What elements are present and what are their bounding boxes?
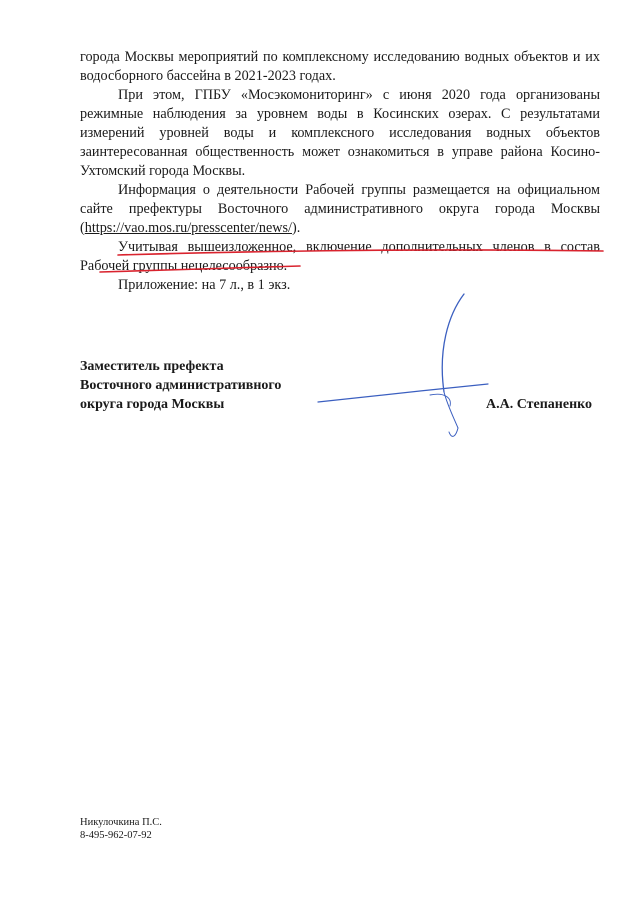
handwritten-signature <box>318 294 488 436</box>
signer-title-line: Восточного административного <box>80 378 282 393</box>
paragraph-monitoring: При этом, ГПБУ «Мосэкомониторинг» с июня 2020 года организованы режимные наблюдения за уровнем воды в Косинских озерах. С результатами измерений уровней воды и комплексного исследования водных объектов заинтересованная общественность может ознакомиться в управе района Косино-Ухтомский города Москвы. <box>80 87 600 179</box>
executor-name: Никулочкина П.С. <box>80 817 162 828</box>
paragraph-conclusion: Учитывая вышеизложенное, включение дополнительных членов в состав Рабочей группы нецелесообразно. <box>80 239 600 274</box>
executor-info <box>80 816 162 842</box>
paragraph-continuation: города Москвы мероприятий по комплексному исследованию водных объектов и их водосборного бассейна в 2021-2023 годах. <box>80 49 600 84</box>
executor-phone: 8-495-962-07-92 <box>80 830 152 841</box>
prefecture-news-link[interactable]: https://vao.mos.ru/presscenter/news/ <box>84 220 292 236</box>
appendix-line: Приложение: на 7 л., в 1 экз. <box>118 277 291 293</box>
signer-title-line: округа города Москвы <box>80 397 225 412</box>
info-text: Информация о деятельности Рабочей группы размещается на официальном сайте префектуры Восточного административного округа города Москвы ( <box>80 182 600 236</box>
letter-body <box>80 48 600 295</box>
signer-title-line: Заместитель префекта <box>80 359 224 374</box>
info-tail: ). <box>292 220 301 236</box>
signer-name: А.А. Степаненко <box>486 397 593 412</box>
paragraph-info <box>80 181 600 238</box>
signer-title <box>80 357 281 414</box>
